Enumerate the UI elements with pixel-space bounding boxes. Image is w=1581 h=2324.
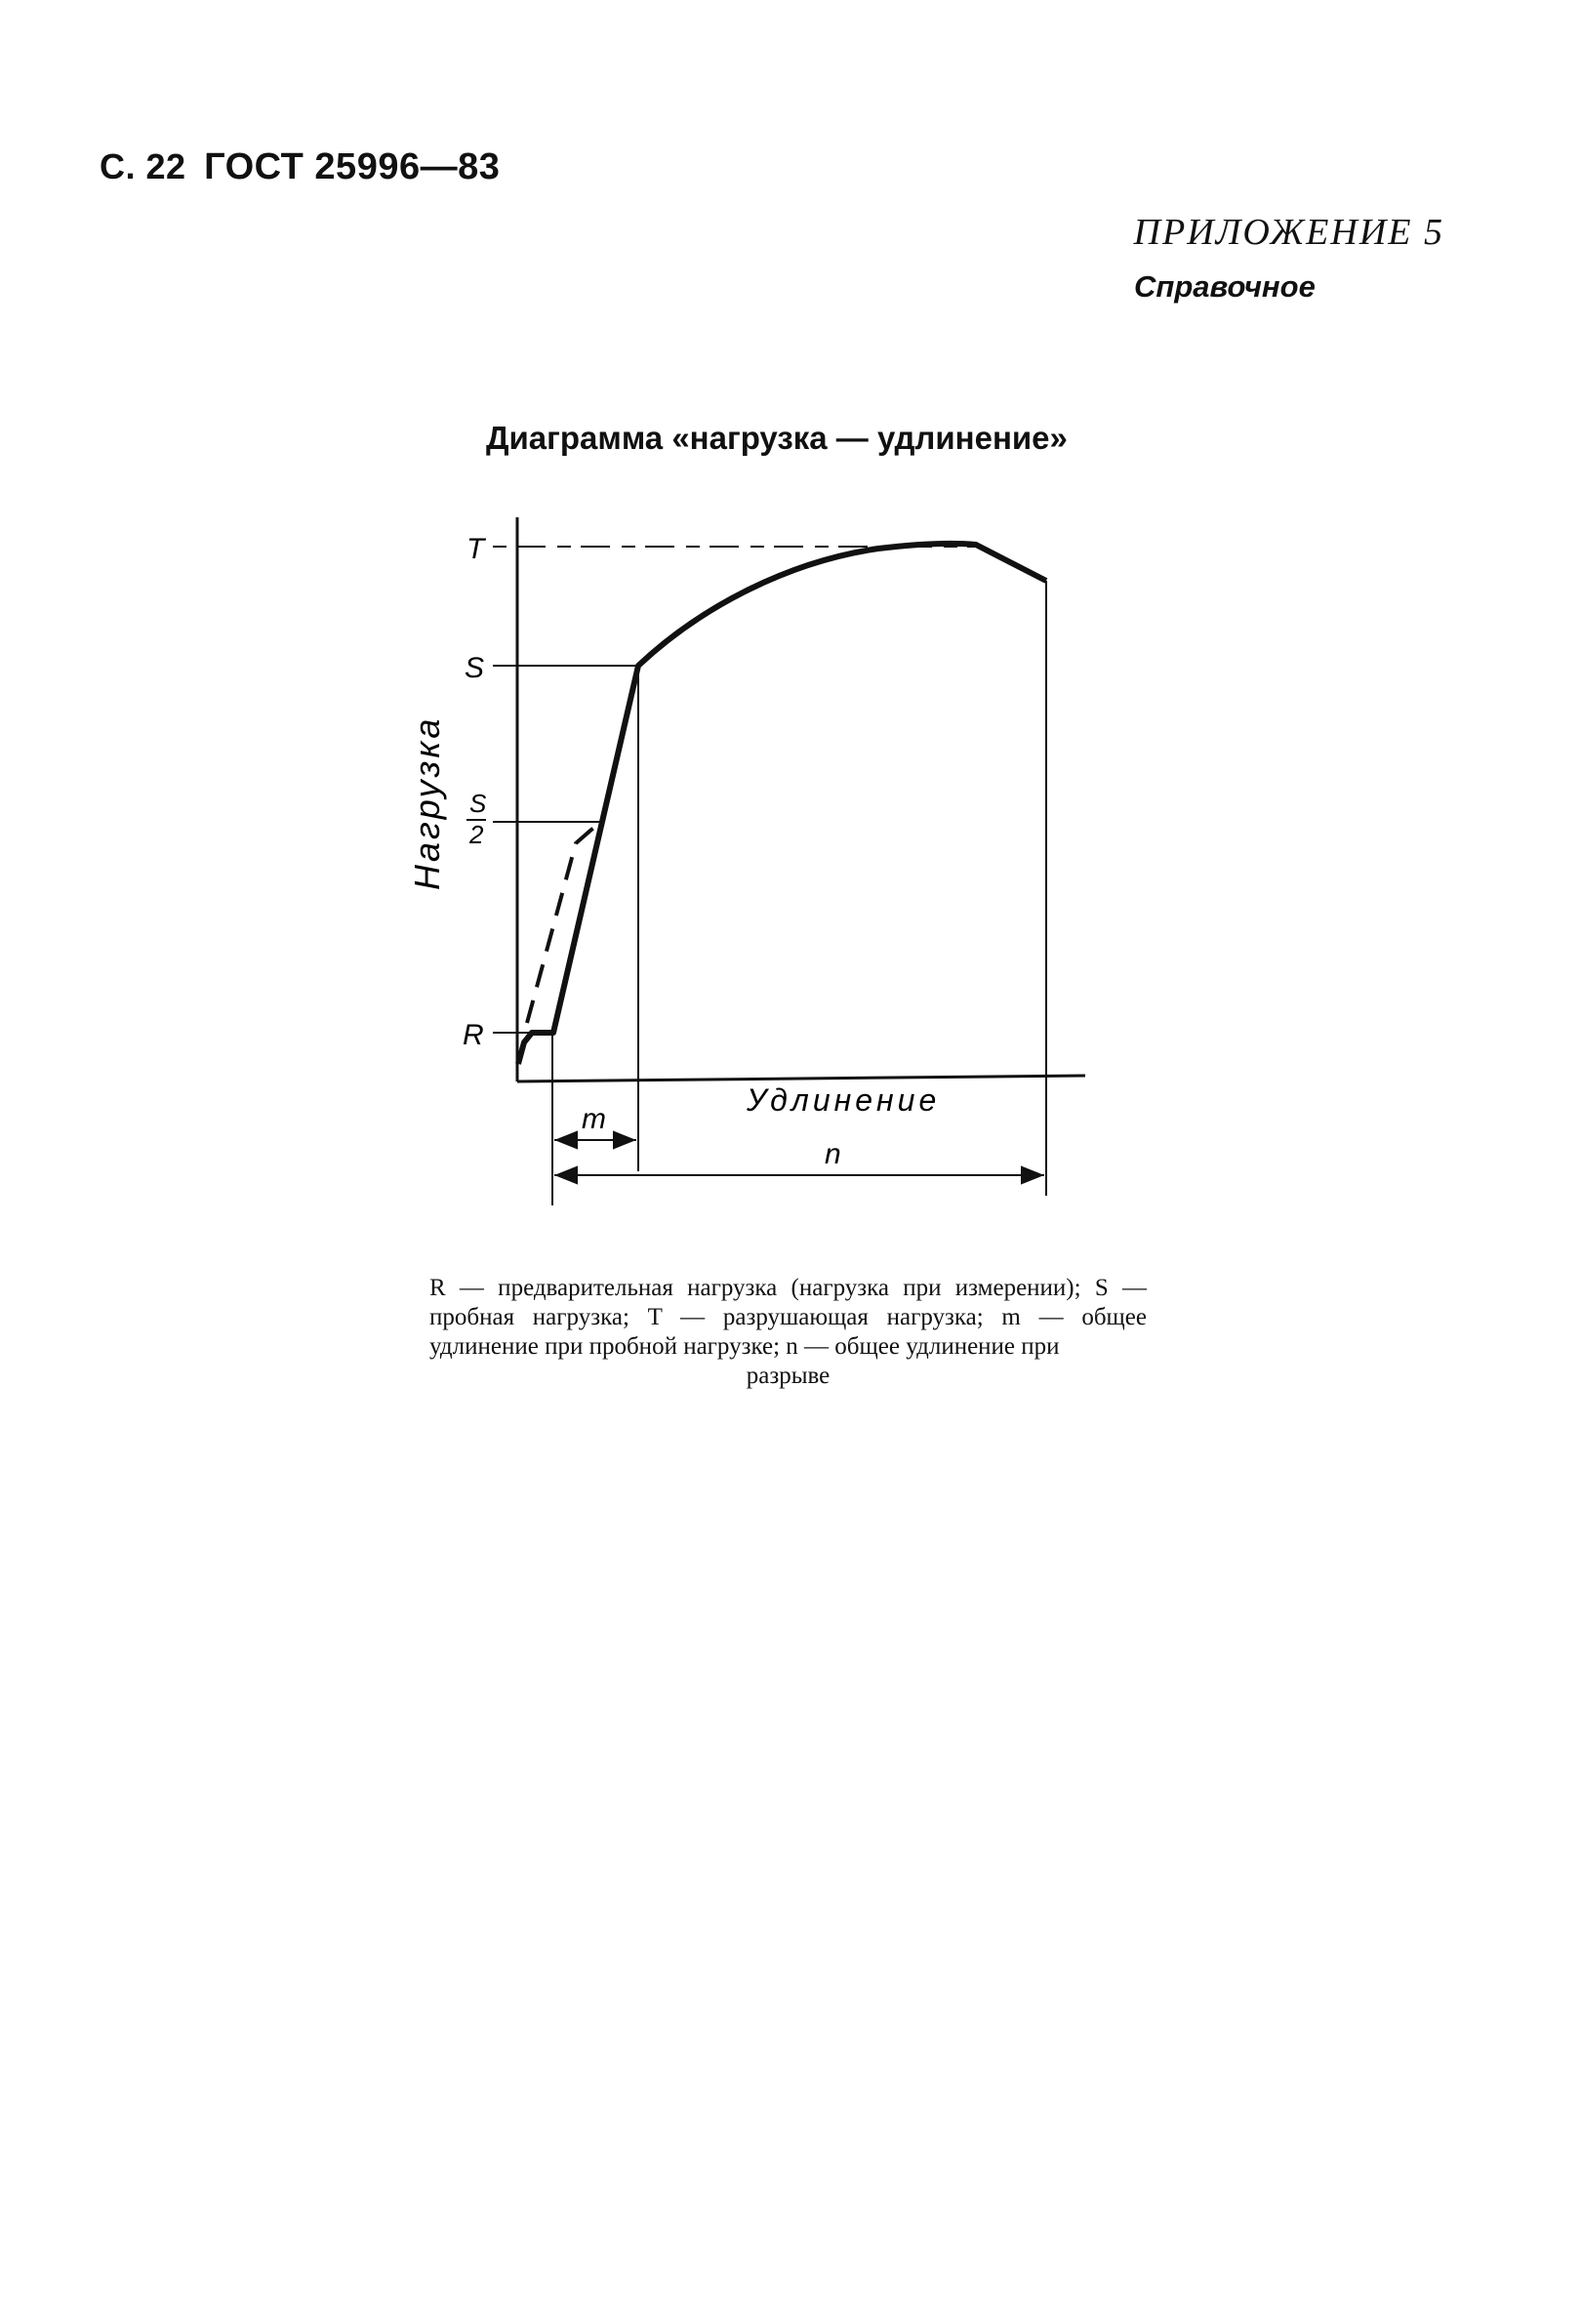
appendix-subtitle: Справочное bbox=[1134, 269, 1316, 304]
legend-text-last: разрыве bbox=[746, 1363, 831, 1389]
y-axis-label: Нагрузка bbox=[407, 715, 447, 890]
x-axis-label: Удлинение bbox=[747, 1082, 941, 1118]
page-number: С. 22 bbox=[100, 146, 186, 186]
standard-number: ГОСТ 25996—83 bbox=[204, 146, 501, 187]
tick-label-s2-num: S bbox=[469, 789, 487, 818]
diagram-title: Диаграмма «нагрузка — удлинение» bbox=[486, 420, 1068, 456]
dimension-n-label: n bbox=[825, 1138, 841, 1170]
legend-text: R — предварительная нагрузка (нагрузка при измерении); S — пробная нагрузка; T — разрушающая нагрузка; m — общее удлинение при пробной нагрузке; n — общее удлинение при bbox=[429, 1275, 1147, 1360]
diagram-legend bbox=[429, 1274, 1147, 1391]
tick-label-s2-den: 2 bbox=[469, 820, 484, 849]
tick-label-s: S bbox=[465, 652, 485, 684]
tick-label-r: R bbox=[463, 1019, 484, 1051]
tick-label-t: T bbox=[466, 533, 485, 565]
x-axis bbox=[517, 1076, 1085, 1081]
dimension-m-label: m bbox=[582, 1103, 606, 1135]
load-curve bbox=[518, 544, 1046, 1064]
appendix-title: ПРИЛОЖЕНИЕ 5 bbox=[1133, 212, 1444, 253]
